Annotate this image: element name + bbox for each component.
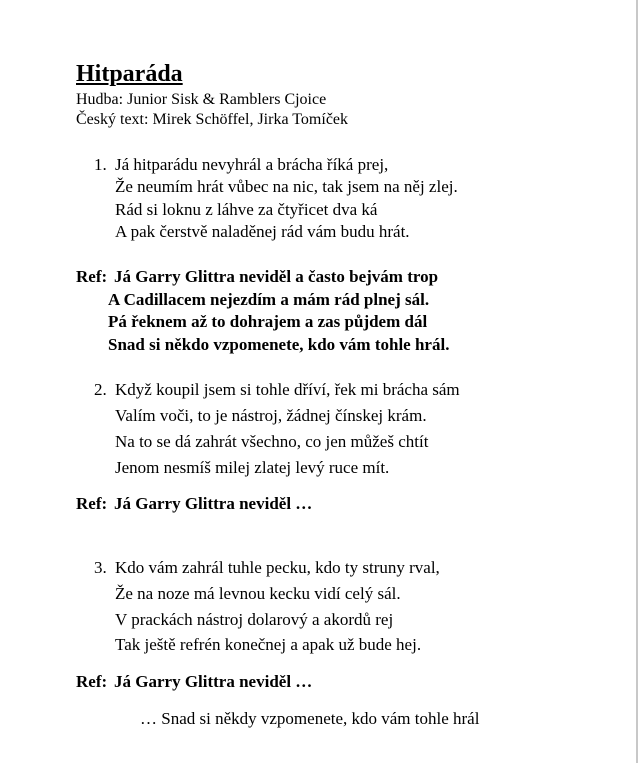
music-credit: Hudba: Junior Sisk & Ramblers Cjoice [76,91,327,108]
refrain-2-label: Ref: [76,494,108,513]
verse-1-line-1: Já hitparádu nevyhrál a brácha říká prej, [115,155,389,174]
verse-1-line-3: Rád si loknu z láhve za čtyřicet dva ká [115,200,378,219]
verse-1-line-4: A pak čerstvě naladěnej rád vám budu hrát. [115,222,410,241]
verse-3-line-1: Kdo vám zahrál tuhle pecku, kdo ty struny rval, [115,558,440,577]
verse-2-line-1: Když koupil jsem si tohle dříví, řek mi brácha sám [115,380,460,399]
verse-3-number: 3. [94,558,107,577]
refrain-3-line: Já Garry Glittra neviděl … [114,672,313,691]
verse-2-line-3: Na to se dá zahrát všechno, co jen můžeš chtít [115,432,429,451]
refrain-1-line-2: A Cadillacem nejezdím a mám rád plnej sál. [108,290,430,309]
lyrics-credit: Český text: Mirek Schöffel, Jirka Tomíček [76,111,349,128]
refrain-1-label: Ref: [76,267,108,286]
refrain-1-line-1: Já Garry Glittra neviděl a často bejvám trop [114,267,439,286]
verse-1-line-2: Že neumím hrát vůbec na nic, tak jsem na něj zlej. [115,177,458,196]
verse-1-number: 1. [94,155,107,174]
verse-3-line-3: V prackách nástroj dolarový a akordů rej [115,610,394,629]
song-title: Hitparáda [76,61,183,87]
verse-3-line-2: Že na noze má levnou kecku vidí celý sál. [115,584,401,603]
verse-3-line-4: Tak ještě refrén konečnej a apak už bude hej. [115,635,422,654]
verse-2-number: 2. [94,380,107,399]
verse-2-line-4: Jenom nesmíš milej zlatej levý ruce mít. [115,458,390,477]
verse-2-line-2: Valím voči, to je nástroj, žádnej čínskej krám. [115,406,427,425]
closing-line: … Snad si někdy vzpomenete, kdo vám tohle hrál [140,709,480,728]
refrain-3-label: Ref: [76,672,108,691]
refrain-1-line-3: Pá řeknem až to dohrajem a zas půjdem dál [108,312,428,331]
refrain-2-line: Já Garry Glittra neviděl … [114,494,313,513]
refrain-1-line-4: Snad si někdo vzpomenete, kdo vám tohle hrál. [108,335,450,354]
